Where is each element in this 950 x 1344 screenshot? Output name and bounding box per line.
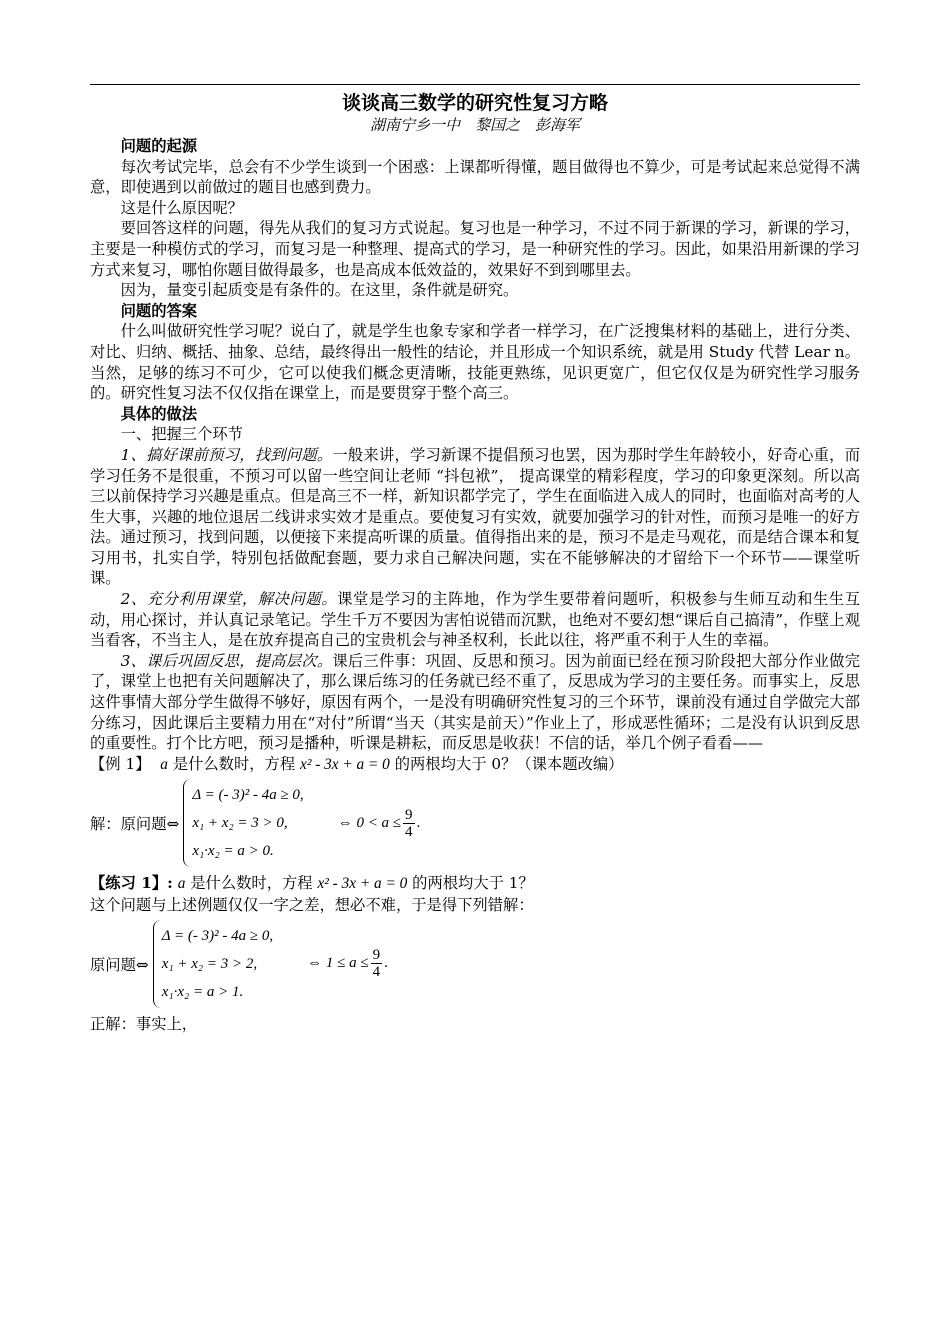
- fraction-denominator: 4: [372, 964, 381, 981]
- paragraph: 这个问题与上述例题仅仅一字之差，想必不难，于是得下列错解：: [90, 896, 534, 914]
- section-heading-method: 具体的做法: [120, 404, 198, 423]
- equation-line: x₁·x₂ = a > 1.: [161, 983, 244, 1000]
- equation-system: [153, 920, 273, 1008]
- paragraph: 正解：事实上，: [90, 1014, 198, 1033]
- paragraph: [90, 589, 860, 651]
- paragraph-lead: 3、课后巩固反思，提高层次。: [120, 651, 333, 670]
- result-text: ⇔ 0 < a ≤: [337, 814, 402, 831]
- equation-system: [183, 779, 303, 867]
- section-heading-answer: 问题的答案: [120, 301, 198, 320]
- fraction: [371, 947, 383, 980]
- article-title: 谈谈高三数学的研究性复习方略: [341, 92, 608, 114]
- paragraph-body: 课堂是学习的主阵地，作为学生要带着问题听，积极参与生师互动和生生互动，用心探讨，并认真记录笔记。学生千万不要因为害怕说错而沉默，也绝对不要幻想“课后自己搞清”，作壁上观当看客，不当主人，是在放弃提高自己的宝贵机会与神圣权利，长此以往，将严重不利于人生的幸福。: [90, 590, 860, 650]
- equation-line: Δ = (- 3)² - 4a ≥ 0,: [161, 927, 274, 944]
- result-text: ⇔ 1 ≤ a ≤: [307, 955, 369, 972]
- result-text: .: [416, 814, 421, 831]
- document-page: [90, 84, 860, 1034]
- math-equation: x² - 3x + a = 0: [317, 875, 408, 893]
- paragraph-lead: 2、充分利用课堂，解决问题。: [120, 590, 338, 609]
- example-text: 的两根均大于 0？（课本题改编）: [394, 754, 624, 773]
- solution-label: 解：原问题⇔: [90, 815, 180, 834]
- fraction-denominator: 4: [405, 823, 413, 840]
- solution-label: 原问题⇔: [90, 955, 149, 974]
- paragraph: [90, 445, 860, 589]
- equation-line: x₁ + x₂ = 3 > 2,: [161, 955, 258, 972]
- practice-text: 是什么数时，方程: [190, 874, 313, 893]
- solution-2: [90, 920, 860, 1008]
- math-var: a: [160, 755, 168, 773]
- paragraph: 什么叫做研究性学习呢？说白了，就是学生也象专家和学者一样学习，在广泛搜集材料的基础上，进行分类、对比、归纳、概括、抽象、总结，最终得出一般性的结论，并且形成一个知识系统，就是用 Study 代替 Lear n。当然，足够的练习不可少，它可以使我们概念更清晰，技能更熟练，见识更宽广，但它仅仅是为研究性学习服务的。研究性复习法不仅仅指在课堂上，而是要贯穿于整个高三。: [90, 322, 860, 403]
- fraction: [403, 807, 415, 840]
- solution-1: [90, 779, 860, 867]
- subheading: 一、把握三个环节: [120, 425, 243, 444]
- paragraph-body: 课后三件事：巩固、反思和预习。因为前面已经在预习阶段把大部分作业做完了，课堂上也把有关问题解决了，那么课后练习的任务就已经不重了，反思成为学习的主要任务。而事实上，反思这件事情大部分学生做得不够好，原因有两个，一是没有明确研究性复习的三个环节，课前没有通过自学做完大部分练习，因此课后主要精力用在“对付”所谓“当天（其实是前天）”作业上了，形成恶性循环；二是没有认识到反思的重要性。打个比方吧，预习是播种，听课是耕耘，而反思是收获！不信的话，举几个例子看看——: [90, 651, 860, 753]
- equation-line: x₁ + x₂ = 3 > 0,: [192, 815, 288, 832]
- example-1: [90, 754, 860, 776]
- paragraph: 要回答这样的问题，得先从我们的复习方式说起。复习也是一种学习，不过不同于新课的学习，新课的学习，主要是一种模仿式的学习，而复习是一种整理、提高式的学习，是一种研究性的学习。因此，如果沿用新课的学习方式来复习，哪怕你题目做得最多，也是高成本低效益的，效果好不到到哪里去。: [90, 219, 860, 279]
- result-text: .: [384, 955, 388, 972]
- paragraph-body: 一般来讲，学习新课不提倡预习也罢，因为那时学生年龄较小，好奇心重，而学习任务不是很重，不预习可以留一些空间让老师 “抖包袱”， 提高课堂的精彩程度，学习的印象更深刻。所以高三以前保持学习兴趣是重点。但是高三不一样，新知识都学完了，学生在面临进入成人的同时，也面临对高考的人生大事，兴趣的地位退居二线讲求实效才是重点。要使复习有实效，就要加强学习的针对性，而预习是唯一的好方法。通过预习，找到问题，以便接下来提高听课的质量。值得指出来的是，预习不是走马观花，而是结合课本和复习用书，扎实自学，特别包括做配套题，要力求自己解决问题，实在不能够解决的才留给下一个环节——课堂听课。: [90, 445, 860, 588]
- section-heading-origin: 问题的起源: [120, 137, 198, 155]
- article-authors: 湖南宁乡一中 黎国之 彭海军: [369, 116, 580, 134]
- equation-line: Δ = (- 3)² - 4a ≥ 0,: [192, 787, 304, 804]
- example-label: 【例 1】: [90, 754, 151, 773]
- fraction-numerator: 9: [372, 947, 381, 964]
- paragraph-lead: 1、搞好课前预习，找到问题。: [120, 445, 333, 464]
- paragraph: 这是什么原因呢？: [120, 198, 243, 217]
- math-var: a: [177, 875, 186, 893]
- header-rule: [90, 84, 860, 85]
- paragraph: [90, 651, 860, 754]
- example-text: 是什么数时，方程: [172, 754, 296, 773]
- practice-text: 的两根均大于 1？: [412, 874, 534, 893]
- fraction-numerator: 9: [405, 806, 413, 823]
- practice-1: [90, 873, 860, 895]
- solution-result: [307, 947, 388, 980]
- solution-result: [338, 807, 421, 840]
- practice-label: 【练习 1】:: [90, 874, 173, 893]
- paragraph: 每次考试完毕，总会有不少学生谈到一个困惑：上课都听得懂，题目做得也不算少，可是考试起来总觉得不满意，即使遇到以前做过的题目也感到费力。: [90, 157, 860, 197]
- paragraph: 因为，量变引起质变是有条件的。在这里，条件就是研究。: [120, 281, 519, 300]
- math-equation: x² - 3x + a = 0: [300, 755, 390, 773]
- equation-line: x₁·x₂ = a > 0.: [192, 843, 274, 860]
